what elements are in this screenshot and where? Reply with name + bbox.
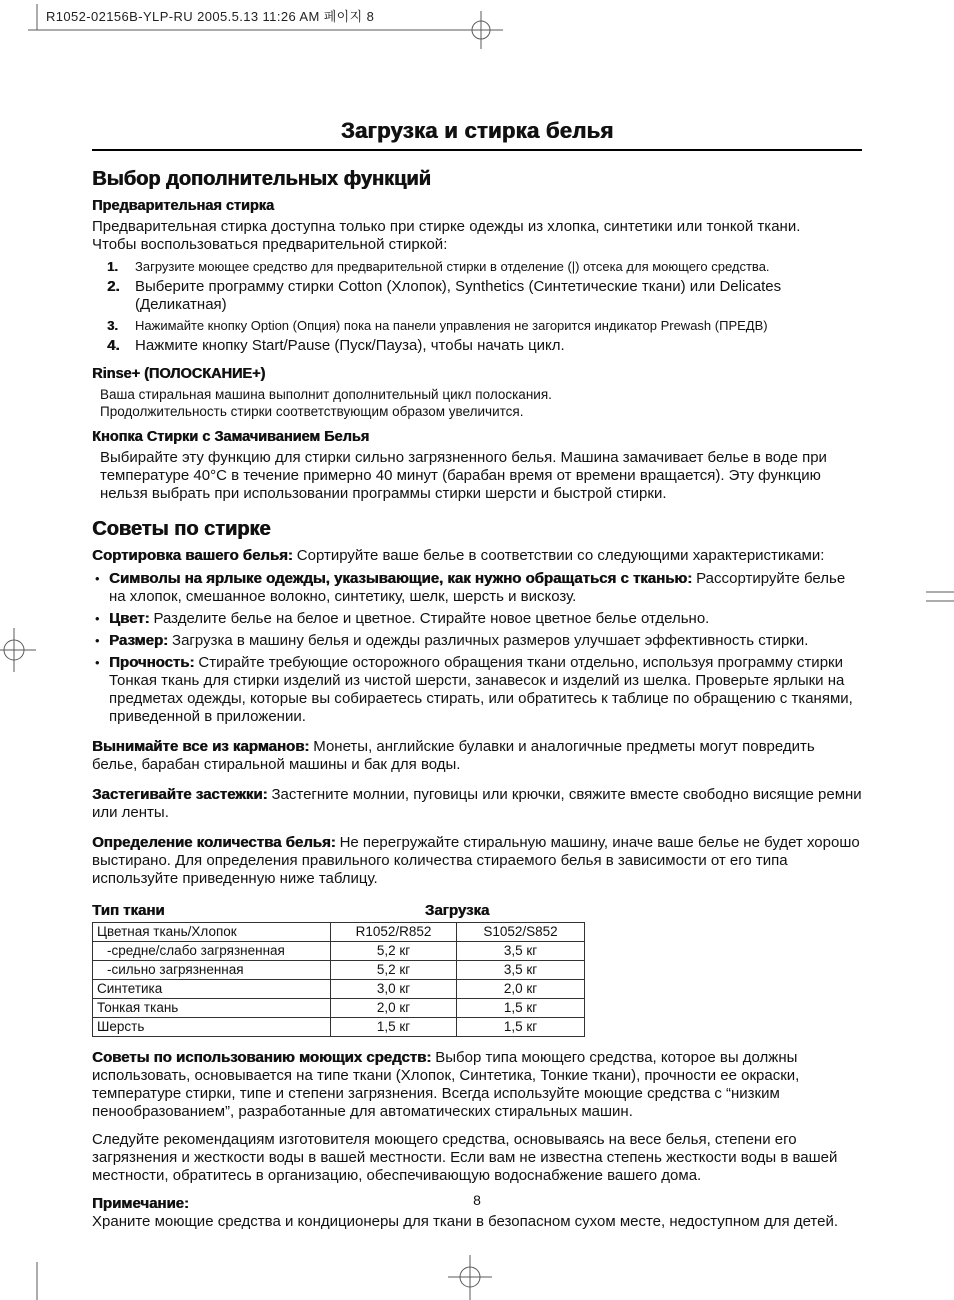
bullet-text (109, 632, 862, 650)
numbered-step (107, 278, 862, 314)
bullet-item (92, 570, 862, 606)
bullet-item (92, 632, 862, 650)
paragraph-label: Определение количества белья: (92, 834, 336, 851)
paragraph-label: Вынимайте все из карманов: (92, 738, 310, 755)
table-cell: 1,5 кг (331, 1018, 457, 1037)
note-text: Храните моющие средства и кондиционеры для ткани в безопасном сухом месте, недоступном для детей. (92, 1213, 839, 1230)
table-row (93, 980, 585, 999)
paragraph-text: Сортируйте ваше белье в соответствии со следующими характеристиками: (296, 547, 825, 564)
table-cell: Цветная ткань/Хлопок (93, 923, 331, 942)
paragraph-text: Монеты, английские булавки и аналогичные предметы могут повредить белье, барабан стиральной машины и бак для воды. (92, 738, 815, 773)
bullet-item (92, 654, 862, 726)
table-cell: 3,5 кг (457, 942, 585, 961)
table-cell: 1,5 кг (457, 1018, 585, 1037)
page-content (92, 118, 862, 1231)
bullet-text (109, 610, 862, 628)
bullet-marker: • (95, 571, 100, 586)
paragraph-detergent-extra: Следуйте рекомендациям изготовителя моющего средства, основываясь на весе белья, степени его загрязнения и жесткости воды в вашей местности. Если вам не известна степень жесткости воды в вашей местности, обратитесь в организацию, обеспечивающую водоснабжение вашего дома. (92, 1131, 838, 1184)
bullet-marker: • (95, 611, 100, 626)
crop-mark-top-right-registration (459, 11, 503, 49)
step-number: 4. (107, 337, 120, 354)
paragraph-sorting (92, 547, 862, 565)
table-col-header-fabric-type: Тип ткани (92, 902, 165, 919)
paragraph-detergent (92, 1049, 862, 1121)
table-row (93, 999, 585, 1018)
bullet-marker: • (95, 655, 100, 670)
table-row (93, 923, 585, 942)
numbered-step (107, 258, 862, 275)
table-cell: -средне/слабо загрязненная (93, 942, 331, 961)
paragraph-text: Выбор типа моющего средства, которое вы должны использовать, основывается на типе ткани (Хлопок, Синтетика, Тонкие ткани), прочности ее окраски, температуре стирки, типе и степени загрязнения. Всегда используйте моющие средства с “низким пенообразованием”, разработанные для автоматических стиральных машин. (92, 1049, 800, 1120)
bullet-marker: • (95, 633, 100, 648)
table-cell: Шерсть (93, 1018, 331, 1037)
paragraph-text: Не перегружайте стиральную машину, иначе ваше белье не будет хорошо выстирано. Для определения правильного количества стираемого белья в зависимости от его типа используйте приведенную ниже таблицу. (92, 834, 860, 887)
soak-description: Выбирайте эту функцию для стирки сильно загрязненного белья. Машина замачивает белье в воде при температуре 40°C в течение примерно 40 минут (барабан время от времени вращается). Эту функцию нельзя выбрать при использовании программы стирки шерсти и быстрой стирки. (100, 449, 827, 502)
paragraph-fasteners (92, 786, 862, 822)
bullet-body: Рассортируйте белье на хлопок, смешанное волокно, синтетику, шелк, шерсть и вискозу. (109, 570, 846, 605)
bullet-label: Символы на ярлыке одежды, указывающие, как нужно обращаться с тканью: (109, 570, 693, 587)
page-title: Загрузка и стирка белья (340, 118, 614, 143)
step-text: Нажимайте кнопку Option (Опция) пока на панели управления не загорится индикатор Prewash (ПРЕДВ) (135, 318, 768, 333)
subheading-prewash: Предварительная стирка (92, 198, 274, 214)
prewash-steps (107, 258, 862, 355)
rinse-line2: Продолжительность стирки соответствующим образом увеличится. (100, 404, 524, 419)
crop-mark-bottom-registration (448, 1255, 492, 1300)
rinse-description (92, 386, 862, 420)
table-cell: 5,2 кг (331, 961, 457, 980)
sorting-bullet-list (92, 570, 862, 726)
bullet-text (109, 570, 862, 606)
bullet-label: Прочность: (109, 654, 195, 671)
subheading-soak: Кнопка Стирки с Замачиванием Белья (92, 429, 370, 445)
bullet-label: Цвет: (109, 610, 150, 627)
step-number: 2. (107, 278, 120, 295)
table-row (93, 1018, 585, 1037)
table-row (93, 942, 585, 961)
step-text: Загрузите моющее средство для предварительной стирки в отделение (|) отсека для моющего средства. (135, 259, 770, 274)
table-cell: Синтетика (93, 980, 331, 999)
paragraph-load-count (92, 834, 862, 888)
bullet-body: Загрузка в машину белья и одежды различных размеров улучшает эффективность стирки. (172, 632, 809, 649)
bullet-body: Разделите белье на белое и цветное. Стирайте новое цветное белье отдельно. (153, 610, 710, 627)
bullet-item (92, 610, 862, 628)
table-cell: 3,0 кг (331, 980, 457, 999)
table-col-header-load: Загрузка (424, 902, 490, 919)
step-number: 3. (107, 318, 118, 333)
paragraph-text: Застегните молнии, пуговицы или крючки, свяжите вместе свободно висящие ремни или ленты. (92, 786, 862, 821)
crop-mark-left-registration (0, 628, 36, 672)
bullet-body: Стирайте требующие осторожного обращения ткани отдельно, используя программу стирки Тонкая ткань для стирки изделий из чистой шерсти, занавесок и изделий из шелка. Проверьте ярлыки на предметах одежды, которые вы собираетесь стирать, или обратитесь к таблице по обращению с тканями, приведенной в приложении. (109, 654, 853, 725)
table-cell: 3,5 кг (457, 961, 585, 980)
print-header: R1052-02156B-YLP-RU 2005.5.13 11:26 AM 페이지 8 (46, 9, 375, 24)
paragraph-label: Застегивайте застежки: (92, 786, 268, 803)
crop-mark-right (926, 592, 954, 601)
table-cell: 5,2 кг (331, 942, 457, 961)
step-number: 1. (107, 259, 118, 274)
prewash-intro-line1: Предварительная стирка доступна только при стирке одежды из хлопка, синтетики или тонкой ткани. (92, 218, 801, 235)
step-text: Нажмите кнопку Start/Pause (Пуск/Пауза), чтобы начать цикл. (135, 337, 565, 354)
section-heading-extra-functions: Выбор дополнительных функций (92, 168, 431, 190)
section-heading-washing-tips: Советы по стирке (92, 518, 271, 540)
table-cell: R1052/R852 (331, 923, 457, 942)
numbered-step (107, 317, 862, 334)
prewash-intro-line2: Чтобы воспользоваться предварительной стиркой: (92, 236, 448, 253)
bullet-label: Размер: (109, 632, 169, 649)
paragraph-pockets (92, 738, 862, 774)
load-capacity-table (92, 902, 584, 1037)
table-cell: 2,0 кг (457, 980, 585, 999)
bullet-text (109, 654, 862, 726)
paragraph-label: Сортировка вашего белья: (92, 547, 293, 564)
table-row (93, 961, 585, 980)
table-cell: Тонкая ткань (93, 999, 331, 1018)
table-cell: 1,5 кг (457, 999, 585, 1018)
step-text: Выберите программу стирки Cotton (Хлопок), Synthetics (Синтетические ткани) или Delicates (Деликатная) (135, 278, 782, 313)
table-cell: -сильно загрязненная (93, 961, 331, 980)
paragraph-label: Советы по использованию моющих средств: (92, 1049, 432, 1066)
table-header-row (92, 902, 584, 919)
table-cell: S1052/S852 (457, 923, 585, 942)
table-cell: 2,0 кг (331, 999, 457, 1018)
page-number: 8 (473, 1192, 481, 1208)
rinse-line1: Ваша стиральная машина выполнит дополнительный цикл полоскания. (100, 387, 552, 402)
title-rule (92, 149, 862, 151)
note-label: Примечание: (92, 1195, 189, 1212)
numbered-step (107, 337, 862, 355)
subheading-rinse-plus: Rinse+ (ПОЛОСКАНИЕ+) (92, 366, 266, 382)
